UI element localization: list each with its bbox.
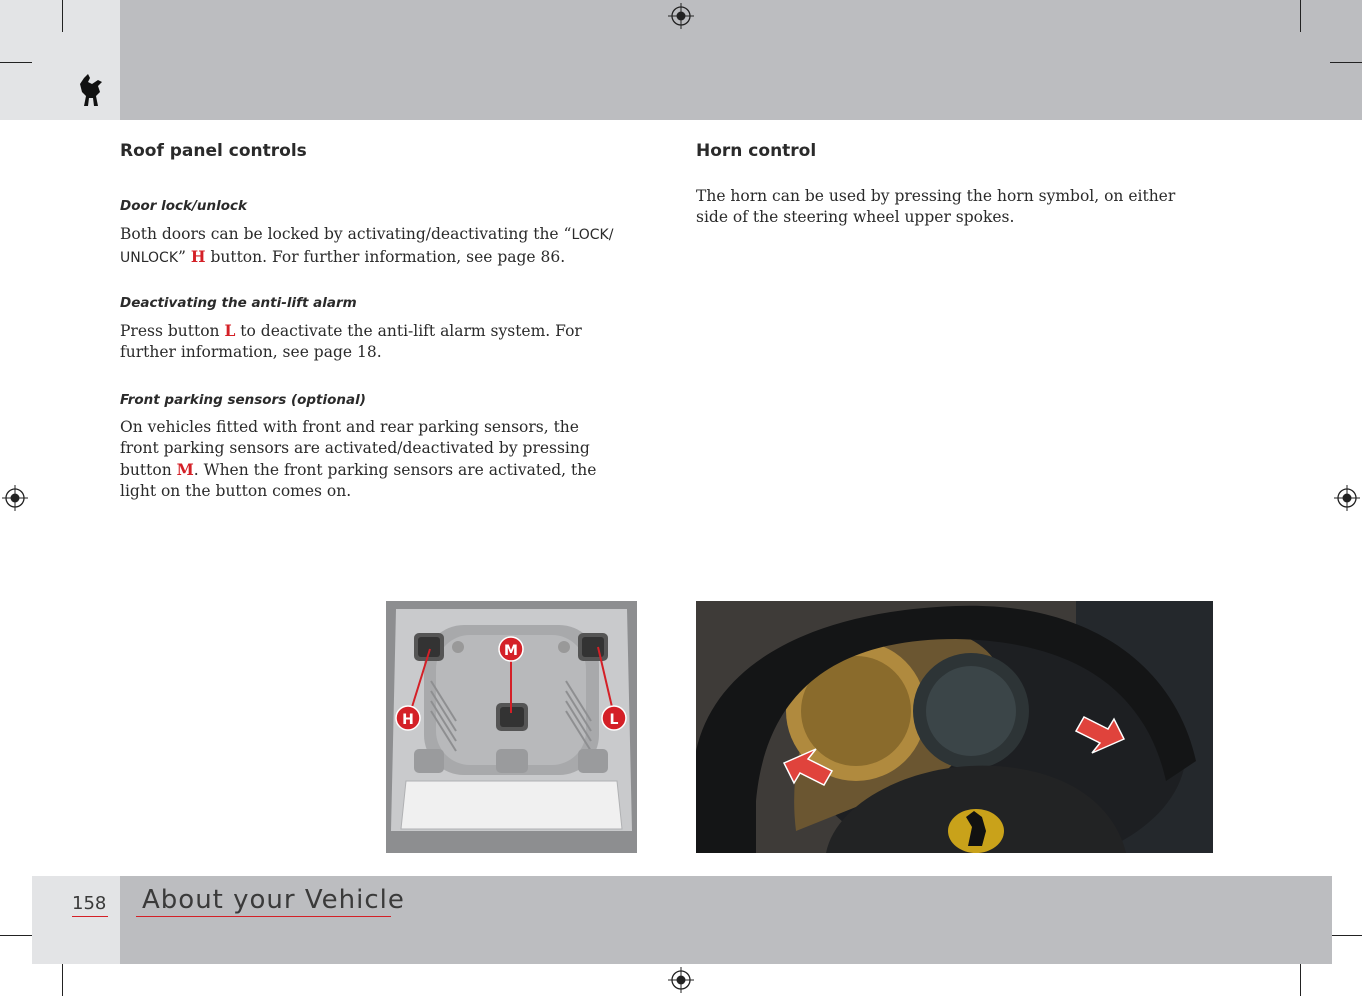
section-heading: Horn control <box>696 141 817 161</box>
crop-mark <box>62 964 63 996</box>
crop-mark <box>62 0 63 32</box>
crop-mark <box>0 62 32 63</box>
crop-mark <box>1300 964 1301 996</box>
subsection-heading: Door lock/unlock <box>120 198 248 214</box>
footer-page-tab <box>32 876 120 964</box>
paragraph: Press button L to deactivate the anti-lift alarm system. For further information, see page 18. <box>120 321 582 361</box>
paragraph: On vehicles fitted with front and rear parking sensors, the front parking sensors are activated/deactivated by pressing button M. When the front parking sensors are activated, the light on the button comes on. <box>120 418 597 500</box>
registration-mark-icon <box>2 485 28 511</box>
page-number-underline <box>72 916 108 917</box>
section-heading: Roof panel controls <box>120 141 307 161</box>
subsection-heading: Deactivating the anti-lift alarm <box>120 295 357 311</box>
roof-panel-figure <box>386 601 637 853</box>
crop-mark <box>1300 0 1301 32</box>
steering-wheel-figure <box>696 601 1213 853</box>
crop-mark <box>1330 62 1362 63</box>
registration-mark-icon <box>1334 485 1360 511</box>
paragraph: The horn can be used by pressing the horn symbol, on either side of the steering wheel upper spokes. <box>696 187 1176 226</box>
callout-label-h: H <box>402 712 414 728</box>
section-title: About your Vehicle <box>142 885 405 915</box>
section-title-underline <box>136 916 391 917</box>
paragraph: Both doors can be locked by activating/deactivating the “LOCK/ UNLOCK” H button. For further information, see page 86. <box>120 225 614 266</box>
page-number: 158 <box>72 893 107 914</box>
callout-label-l: L <box>609 712 619 728</box>
prancing-horse-icon <box>76 72 106 108</box>
callout-label-m: M <box>504 643 518 659</box>
subsection-heading: Front parking sensors (optional) <box>120 392 366 408</box>
crop-mark <box>0 935 32 936</box>
registration-mark-icon <box>668 967 694 993</box>
registration-mark-icon <box>668 3 694 29</box>
crop-mark <box>1330 935 1362 936</box>
